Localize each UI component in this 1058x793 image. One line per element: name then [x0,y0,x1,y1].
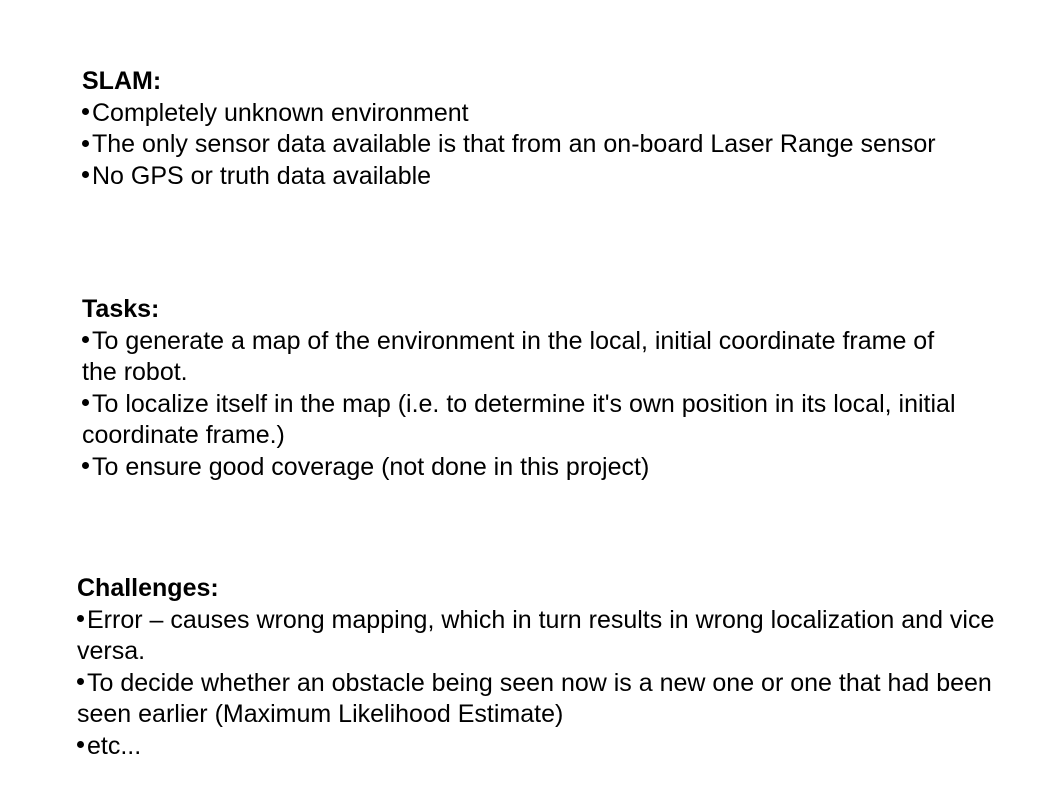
challenges-list-item [77,605,1052,668]
bullet-icon [82,336,89,343]
challenges-item-text: Error – causes wrong mapping, which in turn results in wrong localization and vice versa. [77,605,995,665]
tasks-list-item [82,452,962,484]
slam-heading: SLAM: [82,67,162,95]
bullet-icon [82,399,89,406]
tasks-item-text: To ensure good coverage (not done in this project) [92,452,650,481]
tasks-list-item [82,326,962,389]
slam-item-text: The only sensor data available is that from an on-board Laser Range sensor [92,130,936,158]
challenges-list-item [77,731,1052,763]
challenges-list-item [77,668,1052,731]
tasks-item-text: To generate a map of the environment in the local, initial coordinate frame of the robot. [82,326,935,386]
slam-section [82,66,1022,192]
challenges-item-text: To decide whether an obstacle being seen now is a new one or one that had been seen earlier (Maximum Likelihood Estimate) [77,668,992,728]
bullet-icon [77,615,84,622]
tasks-list [82,326,962,484]
slam-list-item [82,98,1022,130]
slam-list [82,98,1022,193]
slam-item-text: No GPS or truth data available [92,161,432,190]
slam-list-item [82,161,1022,193]
slam-list-item [82,129,1022,161]
bullet-icon [77,678,84,685]
challenges-item-text: etc... [87,731,142,760]
bullet-icon [82,171,89,178]
bullet-icon [82,462,89,469]
bullet-icon [77,741,84,748]
challenges-section [77,573,1052,762]
bullet-icon [82,140,89,147]
slam-item-text: Completely unknown environment [92,98,469,127]
challenges-heading: Challenges: [77,574,219,602]
tasks-section [82,294,962,483]
tasks-heading: Tasks: [82,295,160,323]
tasks-item-text: To localize itself in the map (i.e. to determine it's own position in its local, initial coordinate frame.) [82,389,956,449]
bullet-icon [82,108,89,115]
challenges-list [77,605,1052,763]
tasks-list-item [82,389,962,452]
